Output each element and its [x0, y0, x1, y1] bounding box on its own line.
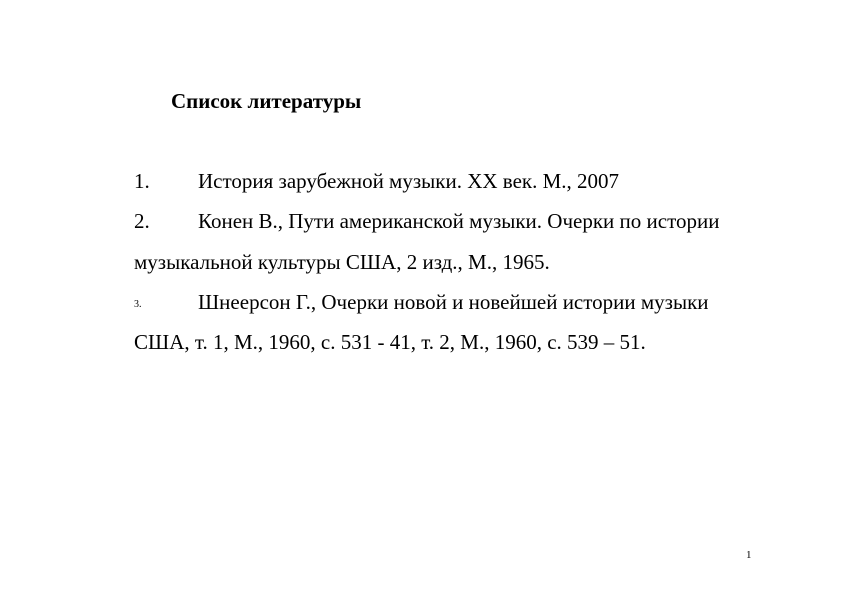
reference-item-2-continuation: музыкальной культуры США, 2 изд., М., 1965. [134, 250, 550, 274]
reference-number: 3. [134, 299, 142, 310]
reference-text: Конен В., Пути американской музыки. Очерки по истории [198, 209, 720, 233]
reference-text: История зарубежной музыки. XX век. М., 2007 [198, 169, 620, 193]
reference-number: 2. [134, 209, 150, 233]
reference-text: Шнеерсон Г., Очерки новой и новейшей истории музыки [198, 290, 709, 314]
reference-item-3-continuation: США, т. 1, М., 1960, с. 531 - 41, т. 2, М., 1960, с. 539 – 51. [134, 330, 646, 354]
reference-item-1 [134, 168, 619, 194]
reference-item-2 [134, 208, 719, 234]
reference-item-3 [134, 289, 709, 318]
page-title: Список литературы [171, 89, 362, 113]
reference-number: 1. [134, 169, 150, 193]
page-number: 1 [746, 549, 752, 561]
